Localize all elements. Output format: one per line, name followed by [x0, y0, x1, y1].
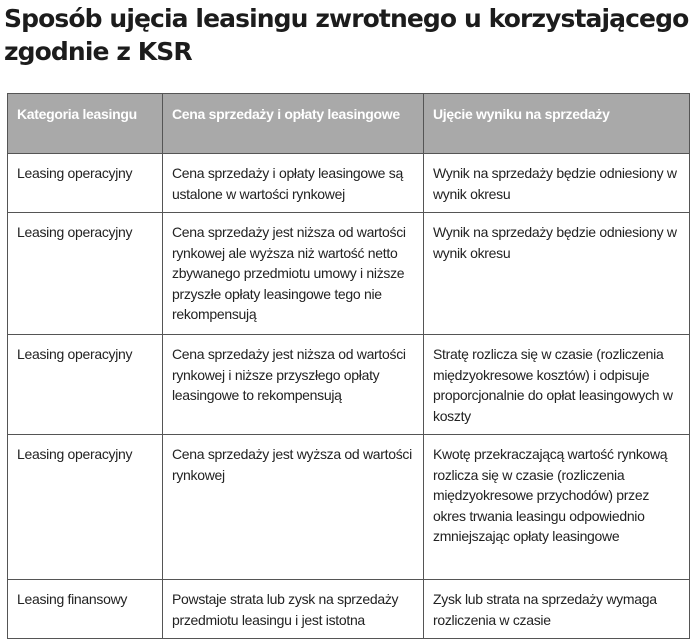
page-title: Sposób ujęcia leasingu zwrotnego u korzystającego zgodnie z KSR: [4, 4, 689, 66]
header-price: Cena sprzedaży i opłaty leasingowe: [163, 94, 424, 154]
leasing-table: [7, 93, 690, 639]
table-row: [8, 580, 690, 639]
cell-result: Wynik na sprzedaży będzie odniesiony w wynik okresu: [424, 154, 690, 213]
cell-category: Leasing operacyjny: [8, 335, 163, 435]
cell-price: Cena sprzedaży jest niższa od wartości rynkowej ale wyższa niż wartość netto zbywanego przedmiotu umowy i niższe przyszłe opłaty leasingowe tego nie rekompensują: [163, 213, 424, 335]
cell-category: Leasing operacyjny: [8, 213, 163, 335]
header-category: Kategoria leasingu: [8, 94, 163, 154]
cell-result: Kwotę przekraczającą wartość rynkową rozlicza się w czasie (rozliczenia międzyokresowe przychodów) przez okres trwania leasingu odpowiednio zmniejszając opłaty leasingowe: [424, 435, 690, 580]
table-row: [8, 213, 690, 335]
cell-result: Wynik na sprzedaży będzie odniesiony w wynik okresu: [424, 213, 690, 335]
cell-result: Stratę rozlicza się w czasie (rozliczenia międzyokresowe kosztów) i odpisuje proporcjonalnie do opłat leasingowych w koszty: [424, 335, 690, 435]
cell-category: Leasing finansowy: [8, 580, 163, 639]
cell-category: Leasing operacyjny: [8, 154, 163, 213]
table-row: [8, 435, 690, 580]
table-header-row: [8, 94, 690, 154]
cell-price: Cena sprzedaży jest wyższa od wartości rynkowej: [163, 435, 424, 580]
cell-category: Leasing operacyjny: [8, 435, 163, 580]
header-result: Ujęcie wyniku na sprzedaży: [424, 94, 690, 154]
cell-price: Powstaje strata lub zysk na sprzedaży przedmiotu leasingu i jest istotna: [163, 580, 424, 639]
cell-price: Cena sprzedaży jest niższa od wartości rynkowej i niższe przyszłego opłaty leasingowe to rekompensują: [163, 335, 424, 435]
cell-price: Cena sprzedaży i opłaty leasingowe są ustalone w wartości rynkowej: [163, 154, 424, 213]
table-row: [8, 335, 690, 435]
cell-result: Zysk lub strata na sprzedaży wymaga rozliczenia w czasie: [424, 580, 690, 639]
table-row: [8, 154, 690, 213]
